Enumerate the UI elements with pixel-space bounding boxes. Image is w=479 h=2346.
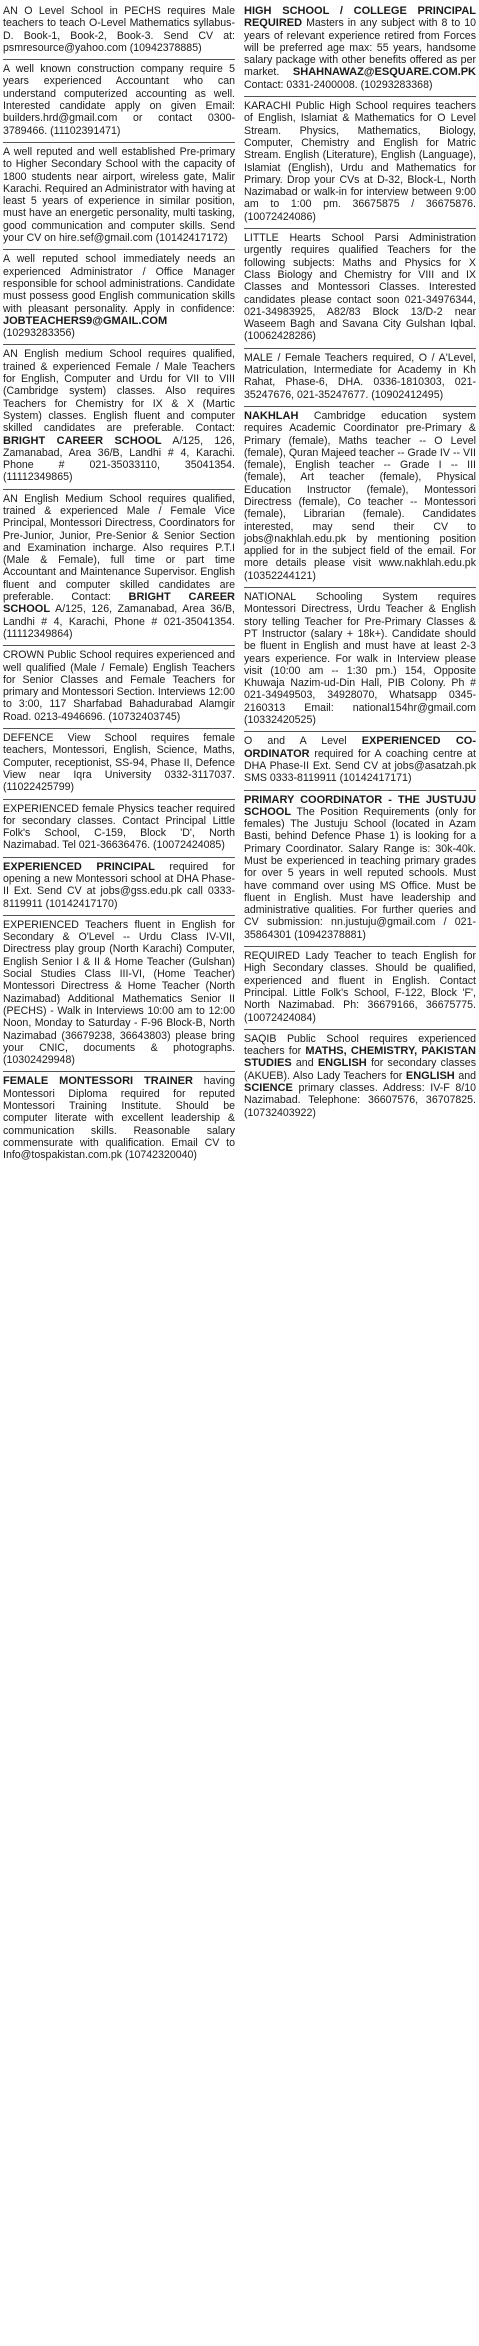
ad-body-text: LITTLE Hearts School Parsi Administration urgently requires qualified Teachers for the following subjects: Maths and Physics for X Class Biology and Chemistry for VIII and IX Classes and Montessori Classes. Interested candidates please contact soon 021-34976344, 021-34983925, A82/83 Block 13/D-2 near Waseem Bagh and Savana City Gulshan Iqbal. (10062428286) bbox=[244, 232, 476, 343]
classified-ad bbox=[3, 250, 235, 345]
classified-ad bbox=[244, 229, 476, 349]
classified-ad bbox=[3, 345, 235, 489]
ad-emphasis-text: SCIENCE bbox=[244, 1082, 293, 1095]
classified-ad bbox=[3, 729, 235, 799]
ad-body-text: A well reputed school immediately needs an experienced Administrator / Office Manager responsible for school administrations. Candidate must possess good English communication skills with pleasant personality. Apply in confidence: bbox=[3, 253, 235, 315]
ad-body-text: AN English Medium School requires qualified, trained & experienced Male / Female Vice Principal, Montessori Directress, Coordinators for Pre-Junior, Junior, Pre-Senior & Senior Section and Examination incharge. Also requires P.T.I (Male & Female), full time or part time Accountant and Maintenance Supervisor. English fluent and computer skilled candidates are preferable. Contact: bbox=[3, 492, 235, 604]
ad-emphasis-text: NAKHLAH bbox=[244, 409, 299, 422]
ad-body-text: A/125, 126, Zamanabad, Area 36/B, Landhi # 4, Karachi, Phone # 021-35041354. (11112349864) bbox=[3, 603, 235, 640]
ad-emphasis-text: ENGLISH bbox=[405, 1069, 455, 1082]
ad-body-text: required for opening a new Montessori school at DHA Phase-II Ext. Send CV at jobs@gss.edu.pk call 0333-8119911 (10142417170) bbox=[3, 860, 235, 910]
ad-body-text: KARACHI Public High School requires teachers of English, Islamiat & Mathematics for O Level Stream. Physics, Mathematics, Biology, Computer, Chemistry and English for Matric Stream. English (Literature), English (Language), Islamiat (English), Urdu and Mathematics for Primary. Drop your CVs at D-32, Block-L, North Nazimabad or walk-in for interview between 9:00 am to 1:00 pm. 36675875 / 36675876. (10072424086) bbox=[244, 100, 476, 223]
ad-body-text: (10293283356) bbox=[3, 327, 75, 340]
ad-body-text: and bbox=[454, 1069, 476, 1082]
classified-ad bbox=[244, 947, 476, 1030]
classified-ad bbox=[244, 732, 476, 790]
classifieds-column-left bbox=[3, 2, 235, 2346]
ad-body-text: for secondary classes (AKUEB). Also Lady Teachers for bbox=[244, 1057, 476, 1082]
classified-ad bbox=[3, 858, 235, 916]
ad-body-text: EXPERIENCED female Physics teacher required for secondary classes. Contact Principal Little Folk's School, C-159, Block 'D', North Nazimabad. Tel 021-36636476. (10072424085) bbox=[3, 802, 235, 852]
ad-emphasis-text: EXPERIENCED PRINCIPAL bbox=[3, 860, 155, 873]
ad-emphasis-text: BRIGHT CAREER SCHOOL bbox=[3, 434, 162, 447]
ad-body-text: Cambridge education system requires Academic Coordinator pre-Primary & Primary (female), Maths teacher -- O Level (female), Quran Majeed teacher -- Grade IV -- VII (female), English teacher -- Grade I -- III (female), Art teacher (female), Physical Education Instructor (female), Montessori Directress (female), Co teacher -- Montessori (female), Librarian (female). Candidates interested, may send their CV to jobs@nakhlah.edu.pk by mentioning position applied for in the subject field of the email. For more details please visit www.nakhlah.edu.pk (10352244121) bbox=[244, 409, 476, 582]
ad-emphasis-text: HIGH SCHOOL / COLLEGE PRINCIPAL REQUIRED bbox=[244, 5, 476, 30]
ad-body-text: EXPERIENCED Teachers fluent in English for Secondary & O'Level -- Urdu Class IV-VII, Directress play group (North Karachi) Computer, English Senior I & II & Home Teacher (Gulshan) Social Studies Class III-VI, (Home Teacher) Montessori Directress & Home Teacher (North Nazimabad) Additional Mathematics Senior II (PECHS) - Walk in Interviews 10:00 am to 12:00 Noon, Monday to Saturday - F-96 Block-B, North Nazimabad (36679238, 36643803) please bring your CNIC, documents & photographs. (10302429948) bbox=[3, 918, 235, 1067]
ad-emphasis-text: BRIGHT CAREER SCHOOL bbox=[3, 591, 235, 616]
ad-emphasis-text: SHAHNAWAZ@ESQUARE.COM.PK bbox=[292, 66, 476, 79]
classified-ad bbox=[3, 490, 235, 647]
classified-ad bbox=[3, 60, 235, 143]
ad-emphasis-text: ENGLISH bbox=[317, 1057, 367, 1070]
ad-body-text: CROWN Public School requires experienced and well qualified (Male / Female) English Teachers for Senior Classes and Female Teachers for primary and Montessori Section. Interviews 12:00 to 3:00, 117 Sharfabad Bahadurabad Alamgir Road. 0213-4946696. (10732403745) bbox=[3, 649, 235, 723]
classified-ad bbox=[3, 646, 235, 729]
ad-body-text: SAQIB Public School requires experienced teachers for bbox=[244, 1032, 476, 1058]
ad-body-text: Contact: 0331-2400008. (10293283368) bbox=[244, 78, 433, 91]
ad-body-text: having Montessori Diploma required for reputed Montessori Training Institute. Should be computer literate with excellent leadership & communication skills. Reasonable salary commensurate with qualification. Email CV to Info@tospakistan.com.pk (10742320040) bbox=[3, 1075, 235, 1162]
classified-ad bbox=[244, 2, 476, 97]
ad-body-text: REQUIRED Lady Teacher to teach English for High Secondary classes. Should be qualified, experienced and fluent in English. Contact Principal. Little Folk's School, F-122, Block 'F', North Nazimabad. Ph: 36679166, 36675775. (10072424084) bbox=[244, 950, 476, 1024]
classified-ad bbox=[3, 2, 235, 60]
ad-emphasis-text: FEMALE MONTESSORI TRAINER bbox=[3, 1075, 193, 1088]
ad-emphasis-text: EXPERIENCED CO-ORDINATOR bbox=[244, 735, 476, 760]
ad-emphasis-text: PRIMARY COORDINATOR - THE JUSTUJU SCHOOL bbox=[244, 793, 476, 818]
ad-body-text: O and A Level bbox=[244, 735, 362, 748]
ad-emphasis-text: JOBTEACHERS9@GMAIL.COM bbox=[3, 314, 168, 327]
classifieds-column-right bbox=[244, 2, 476, 2346]
ad-body-text: Masters in any subject with 8 to 10 years of relevant experience retired from Forces will be preferred age max: 55 years, handsome salary package with other benefits offered as per market. bbox=[244, 17, 476, 79]
ad-body-text: The Position Requirements (only for females) The Justuju School (located in Azam Basti, behind Defence Phase 1) is looking for a Primary Coordinator. Salary Range is: 30k-40k. Must be experienced in teaching primary grades for over 5 years in well reputed schools. Must have command over using MS Office. Must be fluent in English. Must have leadership and administrative qualities. For further queries and CV submission: nn.justuju@gmail.com / 021-35864301 (10942378881) bbox=[244, 805, 476, 941]
classified-ad bbox=[3, 916, 235, 1073]
ad-body-text: MALE / Female Teachers required, O / A'Level, Matriculation, Intermediate for Academy in Kh Rahat, Phase-6, DHA. 0336-1810303, 021-35247676, 021-35247677. (10902412495) bbox=[244, 351, 476, 401]
classified-ad bbox=[3, 800, 235, 858]
ad-body-text: A/125, 126, Zamanabad, Area 36/B, Landhi # 4, Karachi. Phone # 021-35033110, 35041354. (11112349865) bbox=[3, 434, 235, 484]
classified-ad bbox=[3, 1072, 235, 1166]
classified-ad bbox=[3, 143, 235, 250]
classified-ad bbox=[244, 791, 476, 948]
ad-body-text: AN English medium School requires qualified, trained & experienced Female / Male Teachers for English, Computer and Urdu for VII to VIII (Cambridge system) classes. Also requires Teachers for Chemistry for IX & X (Martic System) classes. English fluent and computer skilled candidates are preferable. Contact: bbox=[3, 348, 235, 435]
ad-body-text: required for A coaching centre at DHA Phase-II Ext. Send CV at jobs@asatzah.pk SMS 0333-8119911 (10142417171) bbox=[244, 747, 476, 785]
classified-ad bbox=[244, 1030, 476, 1124]
ad-body-text: A well known construction company require 5 years experienced Accountant who can understand computerized accounting as well. Interested candidate apply on given Email: builders.hrd@gmail.com or contact 0300-3789466. (11102391471) bbox=[3, 63, 235, 137]
classified-ad bbox=[244, 349, 476, 407]
ad-body-text: and bbox=[291, 1057, 318, 1070]
ad-emphasis-text: MATHS, CHEMISTRY, PAKISTAN STUDIES bbox=[244, 1045, 476, 1070]
classified-ad bbox=[244, 588, 476, 732]
ad-body-text: DEFENCE View School requires female teachers, Montessori, English, Science, Maths, Computer, receptionist, SS-94, Phase II, Defence View near Iqra University 0332-3117037. (11022425799) bbox=[3, 732, 235, 794]
ad-body-text: NATIONAL Schooling System requires Montessori Directress, Urdu Teacher & English story telling Teacher for Pre-Primary Classes & PT Instructor (salary + 18k+). Candidate should be fluent in English and must have at least 2-3 years experience. For walk in Interview please visit (10:00 am -- 1:30 pm.) 154, Opposite Khuwaja Nazim-ud-Din Hall, PIB Colony. Ph # 021-34949503, 34928070, Whatsapp 0345-2160313 Email: national154hr@gmail.com (10332420525) bbox=[244, 591, 476, 727]
ad-body-text: AN O Level School in PECHS requires Male teachers to teach O-Level Mathematics syllabus-D. Book-1, Book-2, Book-3. Send CV at: psmresource@yahoo.com (10942378885) bbox=[3, 5, 235, 54]
ad-body-text: primary classes. Address: IV-F 8/10 Nazimabad. Telephone: 36607576, 36707825. (10732403922) bbox=[244, 1082, 476, 1119]
classified-ad bbox=[244, 97, 476, 229]
ad-body-text: A well reputed and well established Pre-primary to Higher Secondary School with the capacity of 1800 students near airport, wireless gate, Malir Karachi. Required an Administrator with having at least 5 years of experience in similar position, must have an energetic personality, multi tasking, good communication and computer skills. Send your CV on hire.sef@gmail.com (10142417172) bbox=[3, 145, 236, 245]
classified-ad bbox=[244, 407, 476, 588]
